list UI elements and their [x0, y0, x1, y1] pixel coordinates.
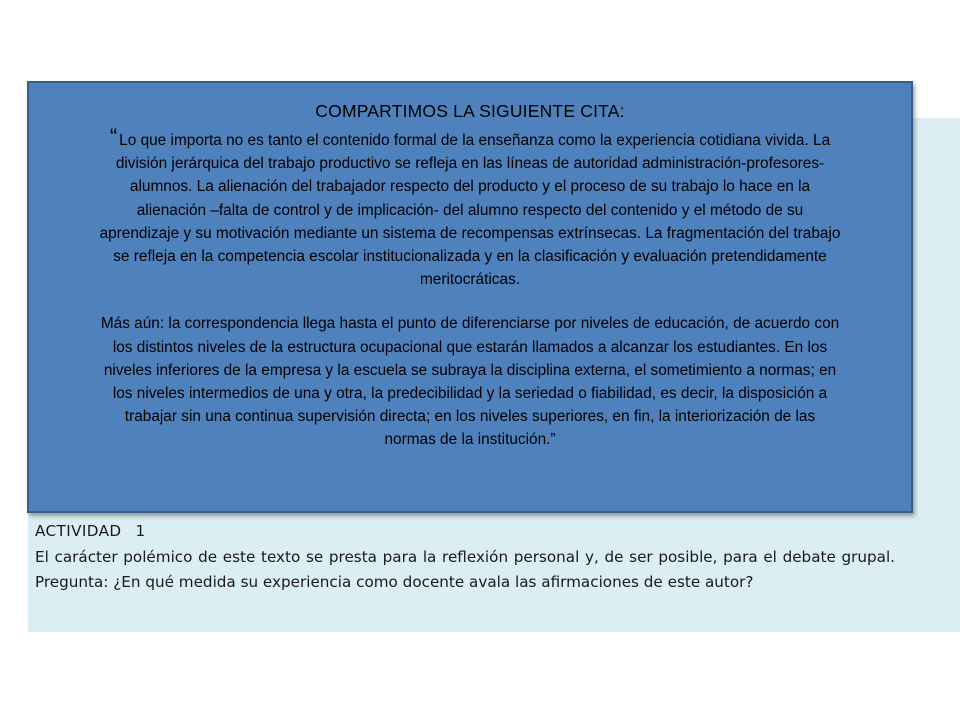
activity-section — [35, 519, 895, 596]
quote-box — [27, 81, 913, 513]
quote-title: COMPARTIMOS LA SIGUIENTE CITA: — [315, 101, 625, 121]
quote-body — [99, 124, 841, 452]
activity-text: El carácter polémico de este texto se presta para la reflexión personal y, de ser posible, para el debate grupal. Pregunta: ¿En qué medida su experiencia como docente avala las afirmaciones de este autor? — [35, 547, 895, 591]
opening-quote-mark: “ — [109, 124, 118, 149]
quote-paragraph-1-text: Lo que importa no es tanto el contenido formal de la enseñanza como la experiencia cotidiana vivida. La división jerárquica del trabajo productivo se refleja en las líneas de autoridad administración-profesores-alumnos. La alienación del trabajador respecto del producto y el proceso de su trabajo lo hace en la alienación –falta de control y de implicación- del alumno respecto del contenido y el método de su aprendizaje y su motivación mediante un sistema de recompensas extrínsecas. La fragmentación del trabajo se refleja en la competencia escolar institucionalizada y en la clasificación y evaluación pretendidamente meritocráticas. — [99, 132, 841, 289]
quote-paragraph-1 — [99, 124, 841, 291]
activity-heading — [35, 519, 895, 545]
activity-label: ACTIVIDAD — [35, 522, 122, 540]
activity-number: 1 — [135, 522, 146, 540]
quote-paragraph-2: Más aún: la correspondencia llega hasta el punto de diferenciarse por niveles de educación, de acuerdo con los distintos niveles de la estructura ocupacional que estarán llamados a alcanzar los estudiantes. En los niveles inferiores de la empresa y la escuela se subraya la disciplina externa, el sometimiento a normas; en los niveles intermedios de una y otra, la predecibilidad y la seriedad o fiabilidad, es decir, la disposición a trabajar sin una continua supervisión directa; en los niveles superiores, en fin, la interiorización de las normas de la institución.” — [100, 315, 840, 449]
